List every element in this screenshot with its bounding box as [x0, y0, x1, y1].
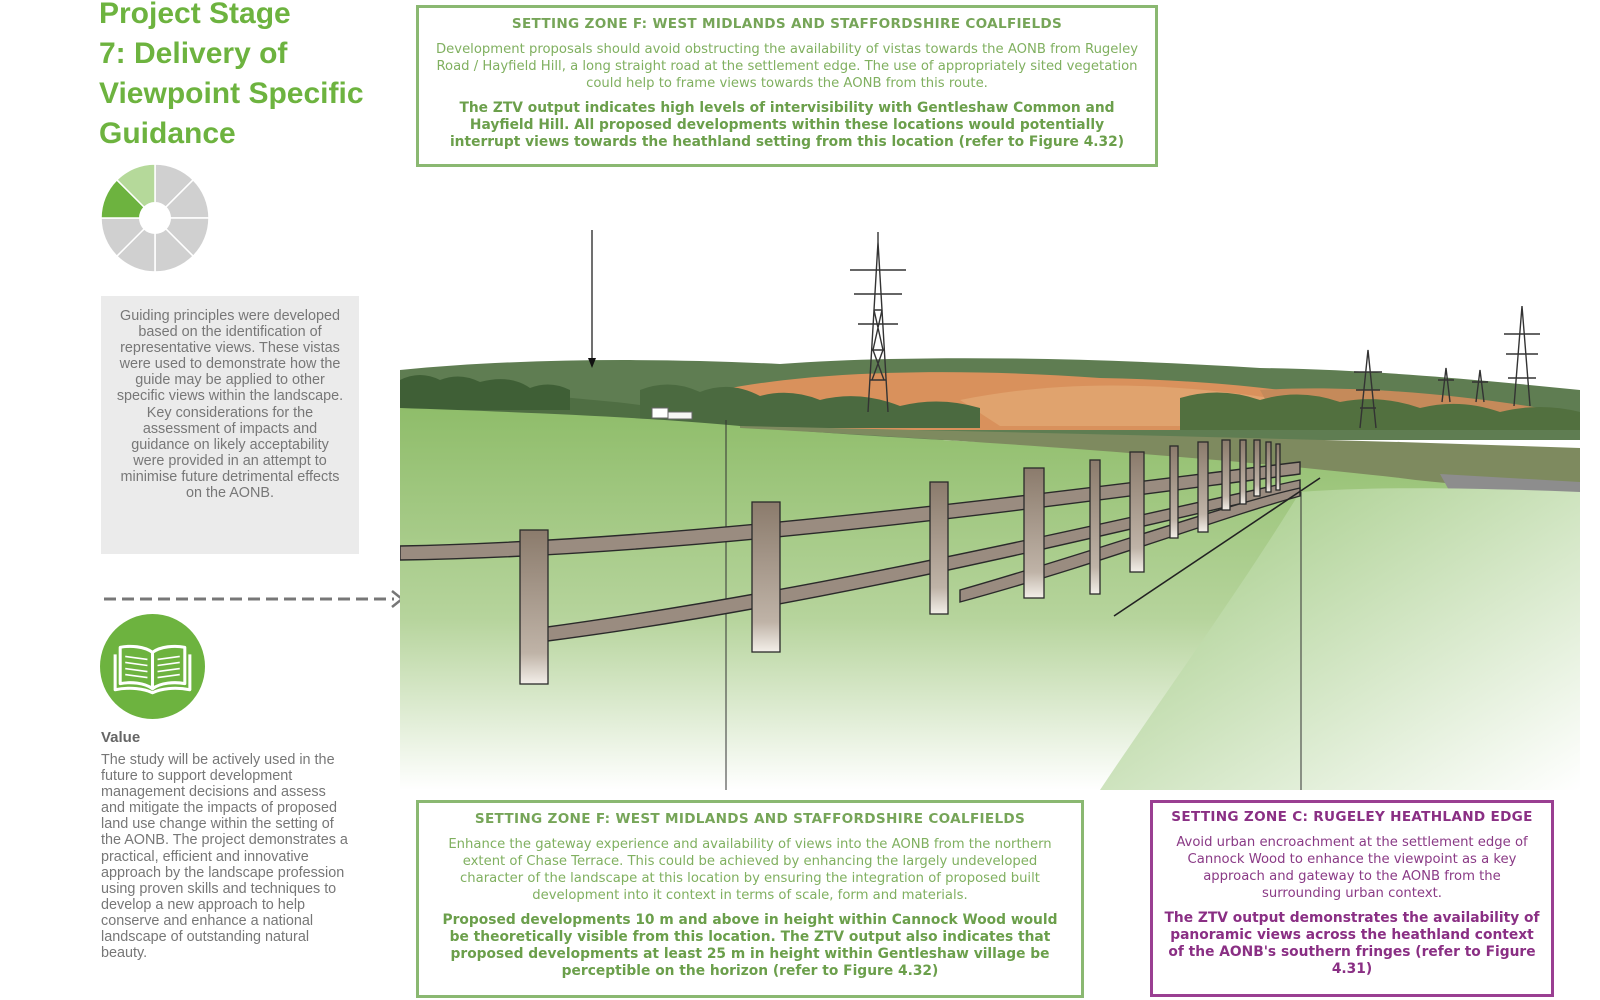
title-line: Project Stage [99, 0, 291, 30]
setting-zone-c-box [1150, 800, 1554, 997]
value-heading: Value [101, 729, 141, 746]
title-line: Guidance [99, 117, 236, 150]
stage-progress-wheel [100, 163, 210, 273]
zone-guidance-text: Enhance the gateway experience and availability of views into the AONB from the northern extent of Chase Terrace. This could be achieved by enhancing the largely undeveloped character of the landscape at this location by ensuring the integration of proposed built development into it context in terms of scale, form and materials. [448, 837, 1052, 903]
page-title [99, 0, 399, 154]
open-book-icon [100, 614, 205, 719]
zone-title: SETTING ZONE F: WEST MIDLANDS AND STAFFORDSHIRE COALFIELDS [474, 811, 1026, 827]
title-line: Viewpoint Specific [99, 77, 364, 110]
zone-guidance-text: Avoid urban encroachment at the settlement edge of Cannock Wood to enhance the viewpoint as a key approach and gateway to the AONB from the surrounding urban context. [1176, 835, 1528, 901]
landscape-illustration [400, 230, 1580, 790]
zone-ztv-text: Proposed developments 10 m and above in height within Cannock Wood would be theoretically visible from this location. The ZTV output also indicates that proposed developments at least 25 m in height within Gentleshaw village be perceptible on the horizon (refer to Figure 4.32) [442, 912, 1058, 979]
zone-title: SETTING ZONE F: WEST MIDLANDS AND STAFFORDSHIRE COALFIELDS [511, 16, 1063, 32]
zone-ztv-text: The ZTV output indicates high levels of intervisibility with Gentleshaw Common and Hayfield Hill. All proposed developments within these locations would potentially interrupt views towards the heathland setting from this location (refer to Figure 4.32) [449, 100, 1125, 150]
zone-title: SETTING ZONE C: RUGELEY HEATHLAND EDGE [1171, 809, 1533, 825]
value-text: The study will be actively used in the future to support development management decisions and assess and mitigate the impacts of proposed land use change within the setting of the AONB. The project demonstrates a practical, efficient and innovative approach by the landscape profession using proven skills and techniques to develop a new approach to help conserve and enhance a national landscape of outstanding natural beauty. [101, 752, 348, 962]
title-line: 7: Delivery of [99, 37, 288, 70]
zone-guidance-text: Development proposals should avoid obstructing the availability of vistas towards the AONB from Rugeley Road / Hayfield Hill, a long straight road at the settlement edge. The use of appropriately sited vegetation could help to frame views towards the AONB from this route. [436, 42, 1138, 91]
zone-ztv-text: The ZTV output demonstrates the availability of panoramic views across the heathland context of the AONB's southern fringes (refer to Figure 4.31) [1164, 910, 1540, 977]
dashed-arrow-icon [104, 588, 404, 610]
setting-zone-f-bottom-box [416, 800, 1084, 998]
setting-zone-f-top-box [416, 5, 1158, 167]
intro-text-box: Guiding principles were developed based on the identification of representative views. These vistas were used to demonstrate how the guide may be applied to other specific views within the landscape. Key considerations for the assessment of impacts and guidance on likely acceptability were provided in an attempt to minimise future detrimental effects on the AONB. [101, 296, 359, 554]
